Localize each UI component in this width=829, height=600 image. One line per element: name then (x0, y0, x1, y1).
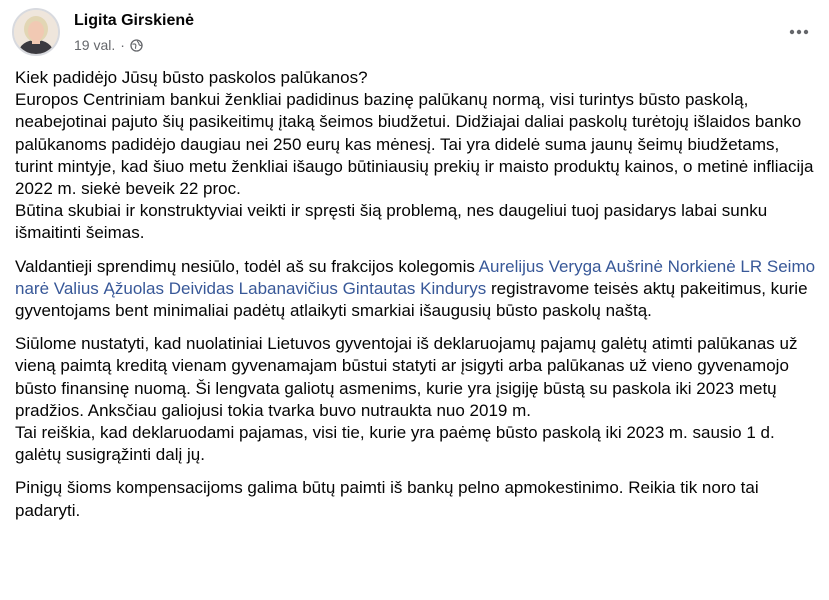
author-avatar[interactable] (12, 8, 60, 56)
paragraph-2 (15, 256, 817, 323)
post-text: Pinigų šioms kompensacijoms galima būtų paimti iš bankų pelno apmokestinimo. Reikia tik noro tai padaryti. (15, 478, 759, 520)
post-question: Kiek padidėjo Jūsų būsto paskolos palūkanos? (15, 68, 368, 87)
mention-link[interactable]: Valius Ąžuolas (53, 278, 165, 298)
mention-link[interactable]: Aušrinė Norkienė LR Seimo narė (15, 256, 816, 298)
mention-link[interactable]: Deividas Labanavičius (168, 278, 338, 298)
post-text: Būtina skubiai ir konstruktyviai veikti ir spręsti šią problemą, nes daugeliui tuoj pasidarys labai sunku išmaitinti šeimas. (15, 201, 768, 243)
post-text: Tai reiškia, kad deklaruodami pajamas, visi tie, kurie yra paėmę būsto paskolą iki 2023 m. sausio 1 d. galėtų susigrąžinti dalį jų. (15, 423, 775, 465)
post-time[interactable]: 19 val. (74, 37, 116, 53)
profile-photo-icon (14, 10, 58, 54)
post-text: registravome teisės aktų pakeitimus, kurie gyventojams bent minimaliai padėtų atlaikyti smarkiai išaugusių būsto paskolų naštą. (15, 278, 808, 321)
paragraph-4 (15, 477, 817, 521)
post-meta (74, 37, 143, 53)
globe-icon[interactable] (130, 39, 143, 52)
paragraph-3 (15, 333, 817, 466)
more-options-icon[interactable] (785, 20, 813, 44)
mention-link[interactable]: Gintautas Kindurys (342, 278, 487, 298)
paragraph-1 (15, 67, 817, 245)
post-text: Valdantieji sprendimų nesiūlo, todėl aš su frakcijos kolegomis (15, 256, 479, 276)
author-name[interactable]: Ligita Girskienė (74, 12, 195, 29)
mention-link[interactable]: Aurelijus Veryga (478, 256, 602, 276)
post-text: Europos Centriniam bankui ženkliai padidinus bazinę palūkanų normą, visi turintys būsto paskolą, neabejotinai pajuto šių pasikeitimų įtaką šeimos biudžetui. Didžiajai daliai paskolų turėtojų išlaidos banko palūkanoms padidėjo daugiau nei 250 eurų kas mėnesį. Tai yra didelė suma jaunų šeimų biudžetams, turint mintyje, kad šiuo metu ženkliai išaugo būtiniausių prekių ir maisto produktų kainos, o metinė infliacija 2022 m. siekė beveik 22 proc. (15, 90, 814, 199)
post-text: Siūlome nustatyti, kad nuolatiniai Lietuvos gyventojai iš deklaruojamų pajamų galėtų atimti palūkanas už vieną paimtą kreditą vienam gyvenamajam būstui statyti ar įsigyti arba palūkanas už vieno gyvenamojo būsto finansinę nuomą. Ši lengvata galiotų asmenims, kurie yra įsigiję būstą su paskola iki 2023 metų pradžios. Anksčiau galiojusi tokia tvarka buvo nutraukta nuo 2019 m. (15, 334, 798, 420)
post-header (12, 8, 817, 58)
separator-dot: · (120, 37, 125, 53)
post-body (15, 67, 817, 533)
